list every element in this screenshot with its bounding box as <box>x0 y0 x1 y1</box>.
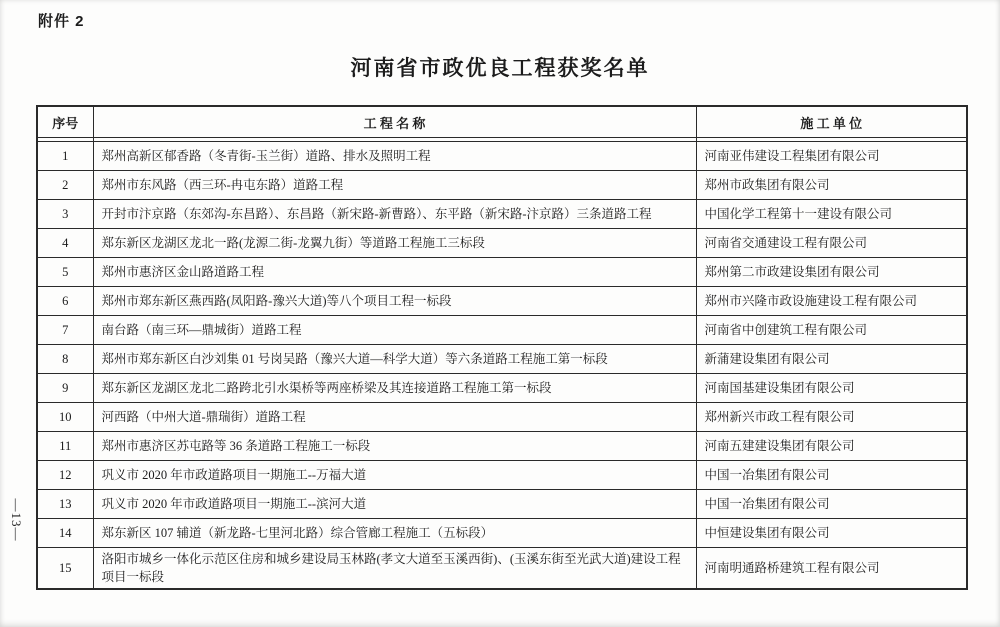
cell-project-name: 郑州市惠济区苏屯路等 36 条道路工程施工一标段 <box>93 432 696 461</box>
table-row <box>37 548 967 590</box>
cell-project-name: 郑州市东风路（西三环-冉屯东路）道路工程 <box>93 171 696 200</box>
cell-construction-unit: 中国一冶集团有限公司 <box>696 490 967 519</box>
cell-construction-unit: 河南国基建设集团有限公司 <box>696 374 967 403</box>
cell-construction-unit: 中国化学工程第十一建设有限公司 <box>696 200 967 229</box>
cell-serial-number: 2 <box>37 171 93 200</box>
cell-project-name: 郑东新区龙湖区龙北二路跨北引水渠桥等两座桥梁及其连接道路工程施工第一标段 <box>93 374 696 403</box>
cell-project-name: 南台路（南三环—鼎城街）道路工程 <box>93 316 696 345</box>
cell-construction-unit: 中国一冶集团有限公司 <box>696 461 967 490</box>
cell-serial-number: 4 <box>37 229 93 258</box>
cell-serial-number: 13 <box>37 490 93 519</box>
cell-project-name: 开封市汴京路（东郊沟-东昌路）、东昌路（新宋路-新曹路）、东平路（新宋路-汴京路）三条道路工程 <box>93 200 696 229</box>
table-row <box>37 200 967 229</box>
cell-serial-number: 3 <box>37 200 93 229</box>
cell-project-name: 洛阳市城乡一体化示范区住房和城乡建设局玉林路(孝文大道至玉溪西街)、(玉溪东街至光武大道)建设工程项目一标段 <box>93 548 696 590</box>
cell-construction-unit: 河南五建建设集团有限公司 <box>696 432 967 461</box>
cell-construction-unit: 新蒲建设集团有限公司 <box>696 345 967 374</box>
table-row <box>37 490 967 519</box>
awards-table <box>36 105 968 590</box>
cell-project-name: 郑州高新区郁香路（冬青街-玉兰街）道路、排水及照明工程 <box>93 142 696 171</box>
cell-construction-unit: 中恒建设集团有限公司 <box>696 519 967 548</box>
cell-serial-number: 1 <box>37 142 93 171</box>
cell-serial-number: 12 <box>37 461 93 490</box>
cell-serial-number: 14 <box>37 519 93 548</box>
cell-construction-unit: 郑州市政集团有限公司 <box>696 171 967 200</box>
cell-project-name: 巩义市 2020 年市政道路项目一期施工--万福大道 <box>93 461 696 490</box>
page-title: 河南省市政优良工程获奖名单 <box>350 57 650 80</box>
cell-construction-unit: 河南亚伟建设工程集团有限公司 <box>696 142 967 171</box>
cell-serial-number: 15 <box>37 548 93 590</box>
cell-serial-number: 9 <box>37 374 93 403</box>
table-row <box>37 287 967 316</box>
table-row <box>37 316 967 345</box>
table-header-row <box>37 106 967 138</box>
header-construction-unit: 施 工 单 位 <box>696 106 967 138</box>
table-row <box>37 519 967 548</box>
table-row <box>37 171 967 200</box>
table-row <box>37 229 967 258</box>
cell-construction-unit: 河南省中创建筑工程有限公司 <box>696 316 967 345</box>
cell-project-name: 郑州市惠济区金山路道路工程 <box>93 258 696 287</box>
header-serial-number: 序号 <box>37 106 93 138</box>
table-row <box>37 461 967 490</box>
cell-serial-number: 11 <box>37 432 93 461</box>
cell-serial-number: 6 <box>37 287 93 316</box>
cell-serial-number: 10 <box>37 403 93 432</box>
cell-serial-number: 8 <box>37 345 93 374</box>
cell-serial-number: 5 <box>37 258 93 287</box>
cell-construction-unit: 郑州第二市政建设集团有限公司 <box>696 258 967 287</box>
cell-project-name: 郑东新区 107 辅道（新龙路-七里河北路）综合管廊工程施工（五标段） <box>93 519 696 548</box>
cell-project-name: 郑州市郑东新区白沙刘集 01 号岗吴路（豫兴大道—科学大道）等六条道路工程施工第一标段 <box>93 345 696 374</box>
attachment-label: 附件 2 <box>38 13 85 30</box>
cell-construction-unit: 郑州市兴隆市政设施建设工程有限公司 <box>696 287 967 316</box>
table-row <box>37 142 967 171</box>
table-row <box>37 345 967 374</box>
cell-construction-unit: 郑州新兴市政工程有限公司 <box>696 403 967 432</box>
cell-construction-unit: 河南明通路桥建筑工程有限公司 <box>696 548 967 590</box>
cell-project-name: 郑州市郑东新区燕西路(凤阳路-豫兴大道)等八个项目工程一标段 <box>93 287 696 316</box>
table-body <box>37 138 967 590</box>
cell-project-name: 巩义市 2020 年市政道路项目一期施工--滨河大道 <box>93 490 696 519</box>
table-row <box>37 258 967 287</box>
header-project-name: 工 程 名 称 <box>93 106 696 138</box>
cell-construction-unit: 河南省交通建设工程有限公司 <box>696 229 967 258</box>
cell-project-name: 河西路（中州大道-鼎瑞街）道路工程 <box>93 403 696 432</box>
table-row <box>37 374 967 403</box>
cell-project-name: 郑东新区龙湖区龙北一路(龙源二街-龙翼九街）等道路工程施工三标段 <box>93 229 696 258</box>
table-row <box>37 432 967 461</box>
cell-serial-number: 7 <box>37 316 93 345</box>
table-row <box>37 403 967 432</box>
page-number: —13— <box>9 498 24 542</box>
